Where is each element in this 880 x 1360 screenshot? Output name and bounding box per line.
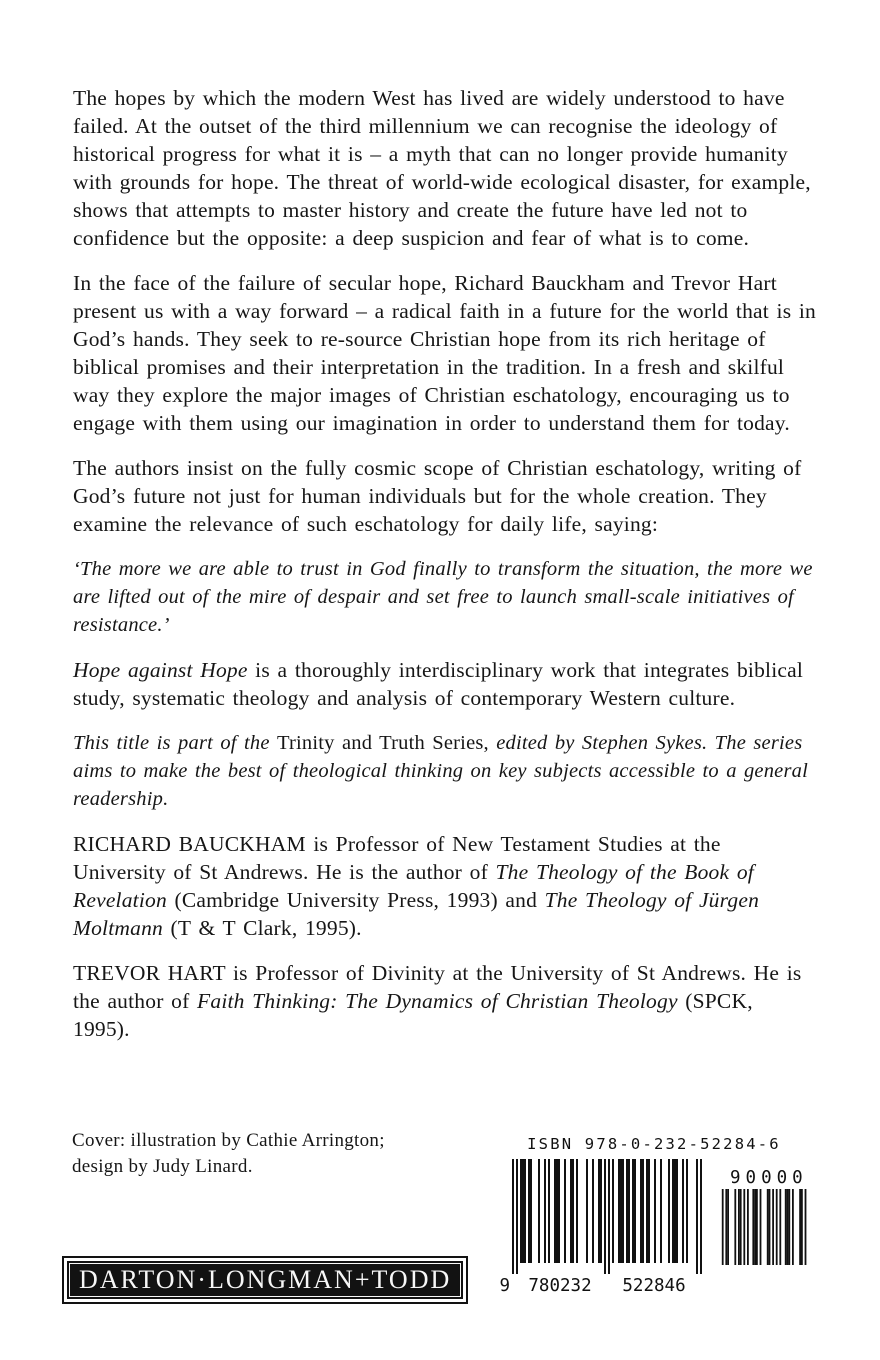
text-run: Trinity and Truth Series, <box>277 732 489 754</box>
isbn-barcode <box>498 1133 810 1303</box>
barcode-bar <box>524 1159 526 1263</box>
barcode-bar <box>779 1189 781 1265</box>
barcode-bar <box>520 1159 522 1263</box>
barcode-bar <box>634 1159 636 1263</box>
barcode-bar <box>640 1159 642 1263</box>
barcode-bar <box>554 1159 556 1263</box>
barcode-bar <box>743 1189 745 1265</box>
text-run: (SPCK, 1995). <box>73 989 753 1041</box>
barcode-bar <box>598 1159 600 1263</box>
isbn-label: ISBN 978-0-232-52284-6 <box>527 1135 781 1153</box>
cover-credit-line2: design by Judy Linard. <box>72 1156 253 1177</box>
barcode-bar <box>792 1189 794 1265</box>
barcode-bar <box>620 1159 622 1263</box>
barcode-bar <box>558 1159 560 1263</box>
text-run: (Cambridge University Press, 1993) and <box>166 888 545 912</box>
barcode-bar <box>576 1159 578 1263</box>
publisher-logo <box>62 1256 468 1304</box>
barcode-bar <box>586 1159 588 1263</box>
barcode-bar <box>564 1159 566 1263</box>
barcode-bar <box>769 1189 771 1265</box>
text-run: The Theology of the Book of Revelation <box>73 860 754 912</box>
text-run: Hope against Hope <box>73 658 248 682</box>
barcode-bar <box>668 1159 670 1263</box>
barcode-bar <box>722 1189 724 1265</box>
barcode-bar <box>696 1159 698 1274</box>
barcode-bar <box>592 1159 594 1263</box>
barcode-bar <box>725 1189 727 1265</box>
barcode-bar <box>747 1189 749 1265</box>
publisher-logo-text: DARTON·LONGMAN+TODD <box>67 1261 463 1299</box>
barcode-bar <box>642 1159 644 1263</box>
text-run: In the face of the failure of secular hope, Richard Bauckham and Trevor Hart present us with a way forward – a radical faith in a future for the world that is in God’s hands. They seek to re-source Christian hope from its rich heritage of biblical promises and their interpretation in the tradition. In a fresh and skilful way they explore the major images of Christian eschatology, encouraging us to engage with them using our imagination in order to understand them for today. <box>73 271 816 435</box>
barcode-bar <box>660 1159 662 1263</box>
barcode-bar <box>632 1159 634 1263</box>
barcode-bar <box>682 1159 684 1263</box>
barcode-bar <box>672 1159 674 1263</box>
barcode-bar <box>544 1159 546 1263</box>
barcode-bar <box>760 1189 762 1265</box>
barcode-bar <box>612 1159 614 1263</box>
authors-approach-paragraph <box>73 269 817 437</box>
barcode-bar <box>622 1159 624 1263</box>
ean-right-group: 522846 <box>622 1276 686 1296</box>
barcode-bar <box>628 1159 630 1263</box>
barcode-bar <box>787 1189 789 1265</box>
text-run: The Theology of Jürgen Moltmann <box>73 888 760 940</box>
supplement-digits: 90000 <box>730 1168 808 1188</box>
text-run: RICHARD BAUCKHAM is Professor of New Testament Studies at the University of St Andrews. He is the author of <box>73 832 721 884</box>
book-description-paragraph <box>73 656 817 712</box>
intro-paragraph <box>73 84 817 252</box>
ean-left-group: 780232 <box>528 1276 592 1296</box>
barcode-bar <box>646 1159 648 1263</box>
ean-first-digit: 9 <box>499 1276 510 1296</box>
barcode-bar <box>600 1159 602 1263</box>
barcode-bar <box>752 1189 754 1265</box>
cosmic-scope-paragraph <box>73 454 817 538</box>
barcode-bar <box>805 1189 807 1265</box>
cover-credit-line1: Cover: illustration by Cathie Arrington; <box>72 1130 385 1151</box>
series-note <box>73 729 817 813</box>
barcode-bar <box>512 1159 514 1274</box>
barcode-bar <box>776 1189 778 1265</box>
barcode-bar <box>740 1189 742 1265</box>
barcode-bar <box>654 1159 656 1263</box>
ean5-supplement-bars <box>722 1189 807 1265</box>
barcode-bar <box>604 1159 606 1274</box>
barcode-bar <box>530 1159 532 1263</box>
barcode-bar <box>538 1159 540 1263</box>
text-run: Faith Thinking: The Dynamics of Christian Theology <box>197 989 678 1013</box>
barcode-bar <box>618 1159 620 1263</box>
barcode-bar <box>700 1159 702 1274</box>
text-run: This title is part of the <box>73 732 277 754</box>
barcode-bar <box>686 1159 688 1263</box>
cover-credit <box>72 1128 385 1180</box>
barcode-bar <box>754 1189 756 1265</box>
text-run: is a thoroughly interdisciplinary work that integrates biblical study, systematic theology and analysis of contemporary Western culture. <box>73 658 804 710</box>
barcode-bar <box>727 1189 729 1265</box>
barcode-bar <box>556 1159 558 1263</box>
author-bio-hart <box>73 959 817 1043</box>
text-run: (T & T Clark, 1995). <box>162 916 362 940</box>
text-run: TREVOR HART is Professor of Divinity at the University of St Andrews. He is the author of <box>73 961 802 1013</box>
barcode-bar <box>788 1189 790 1265</box>
barcode-bar <box>785 1189 787 1265</box>
barcode-bar <box>734 1189 736 1265</box>
text-run: edited by Stephen Sykes. The series aims to make the best of theological thinking on key subjects accessible to a general readership. <box>73 732 809 810</box>
barcode-bar <box>548 1159 550 1263</box>
barcode-bar <box>516 1159 518 1274</box>
barcode-bar <box>522 1159 524 1263</box>
barcode-bar <box>799 1189 801 1265</box>
barcode-bar <box>772 1189 774 1265</box>
text-run: ‘The more we are able to trust in God finally to transform the situation, the more we are lifted out of the mire of despair and set free to launch small-scale initiatives of resistance.’ <box>73 558 813 636</box>
barcode-bar <box>801 1189 803 1265</box>
barcode-bar <box>570 1159 572 1263</box>
back-cover-text <box>73 84 817 1060</box>
pull-quote <box>73 555 817 639</box>
text-run: The hopes by which the modern West has lived are widely understood to have failed. At the outset of the third millennium we can recognise the ideology of historical progress for what it is – a myth that can no longer provide humanity with grounds for hope. The threat of world-wide ecological disaster, for example, shows that attempts to master history and create the future have led not to confidence but the opposite: a deep suspicion and fear of what is to come. <box>73 86 811 250</box>
barcode-bar <box>674 1159 676 1263</box>
barcode-bar <box>756 1189 758 1265</box>
ean13-bars <box>512 1159 702 1274</box>
barcode-bar <box>648 1159 650 1263</box>
barcode-bar <box>738 1189 740 1265</box>
barcode-bar <box>528 1159 530 1263</box>
author-bio-bauckham <box>73 830 817 942</box>
barcode-bar <box>676 1159 678 1263</box>
barcode-bar <box>608 1159 610 1274</box>
barcode-bar <box>767 1189 769 1265</box>
barcode-bar <box>626 1159 628 1263</box>
barcode-bar <box>572 1159 574 1263</box>
text-run: The authors insist on the fully cosmic scope of Christian eschatology, writing of God’s future not just for human individuals but for the whole creation. They examine the relevance of such eschatology for daily life, saying: <box>73 456 802 536</box>
